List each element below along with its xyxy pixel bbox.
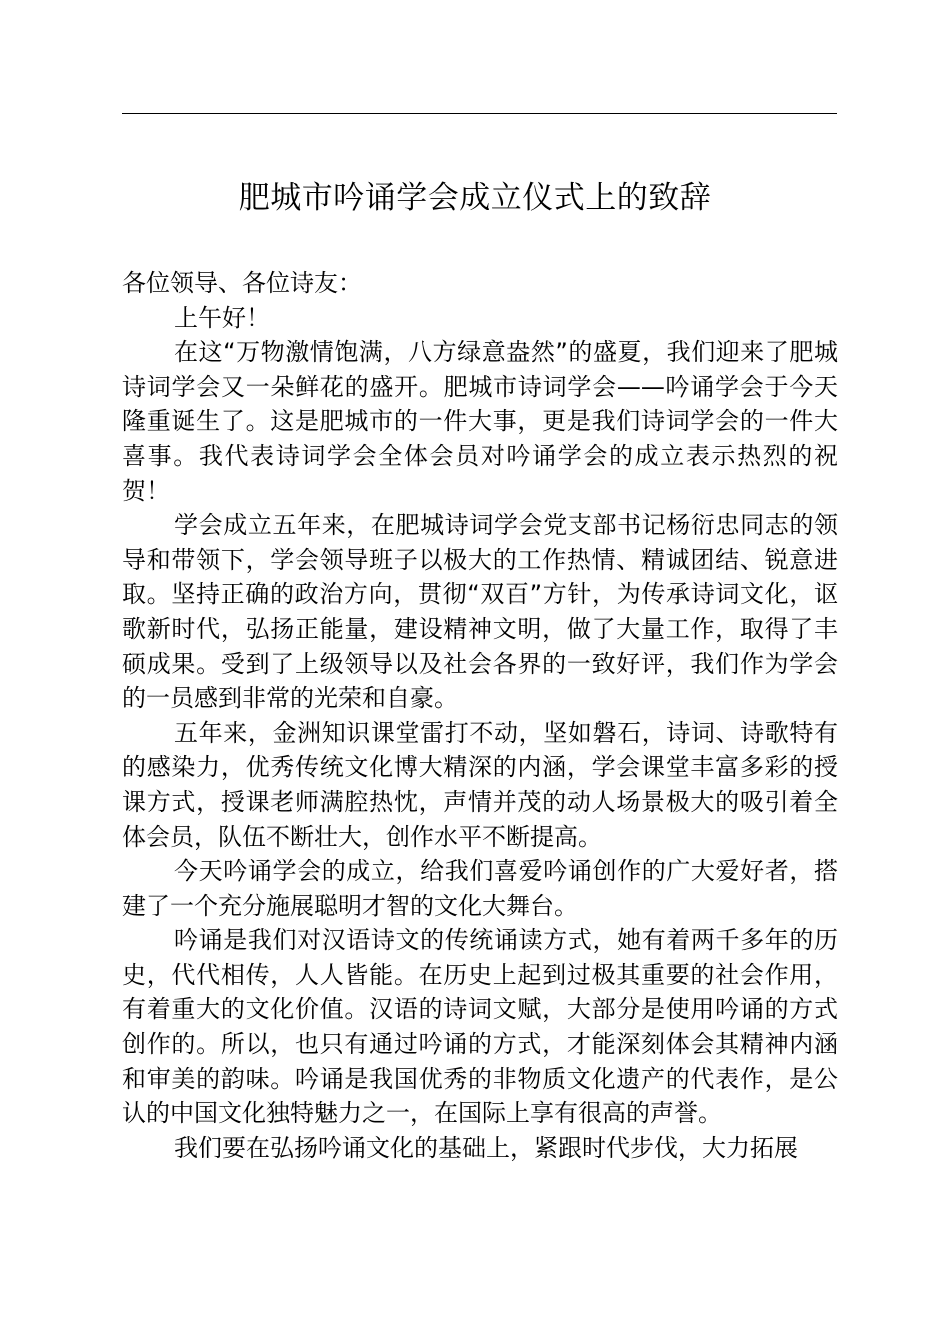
salutation: 各位领导、各位诗友： bbox=[122, 269, 362, 297]
paragraph: 五年来，金洲知识课堂雷打不动，坚如磐石，诗词、诗歌特有的感染力，优秀传统文化博大精深的内涵，学会课堂丰富多彩的授课方式，授课老师满腔热忱，声情并茂的动人场景极大的吸引着全体会员，队伍不断壮大，创作水平不断提高。 bbox=[122, 718, 838, 851]
document-body bbox=[122, 266, 838, 1165]
paragraph: 在这“万物激情饱满，八方绿意盎然”的盛夏，我们迎来了肥城诗词学会又一朵鲜花的盛开。肥城市诗词学会——吟诵学会于今天隆重诞生了。这是肥城市的一件大事，更是我们诗词学会的一件大喜事。我代表诗词学会全体会员对吟诵学会的成立表示热烈的祝贺！ bbox=[122, 338, 838, 505]
paragraph: 今天吟诵学会的成立，给我们喜爱吟诵创作的广大爱好者，搭建了一个充分施展聪明才智的文化大舞台。 bbox=[122, 857, 838, 920]
document-title: 肥城市吟诵学会成立仪式上的致辞 bbox=[238, 180, 712, 216]
header-rule bbox=[122, 113, 837, 114]
paragraph: 学会成立五年来，在肥城诗词学会党支部书记杨衍忠同志的领导和带领下，学会领导班子以极大的工作热情、精诚团结、锐意进取。坚持正确的政治方向，贯彻“双百”方针，为传承诗词文化，讴歌新时代，弘扬正能量，建设精神文明，做了大量工作，取得了丰硕成果。受到了上级领导以及社会各界的一致好评，我们作为学会的一员感到非常的光荣和自豪。 bbox=[122, 511, 838, 713]
paragraph: 吟诵是我们对汉语诗文的传统诵读方式，她有着两千多年的历史，代代相传，人人皆能。在历史上起到过极其重要的社会作用，有着重大的文化价值。汉语的诗词文赋，大部分是使用吟诵的方式创作的。所以，也只有通过吟诵的方式，才能深刻体会其精神内涵和审美的韵味。吟诵是我国优秀的非物质文化遗产的代表作，是公认的中国文化独特魅力之一，在国际上享有很高的声誉。 bbox=[122, 926, 838, 1128]
paragraph-greeting: 上午好！ bbox=[174, 303, 270, 332]
paragraph: 我们要在弘扬吟诵文化的基础上，紧跟时代步伐，大力拓展 bbox=[174, 1133, 798, 1162]
